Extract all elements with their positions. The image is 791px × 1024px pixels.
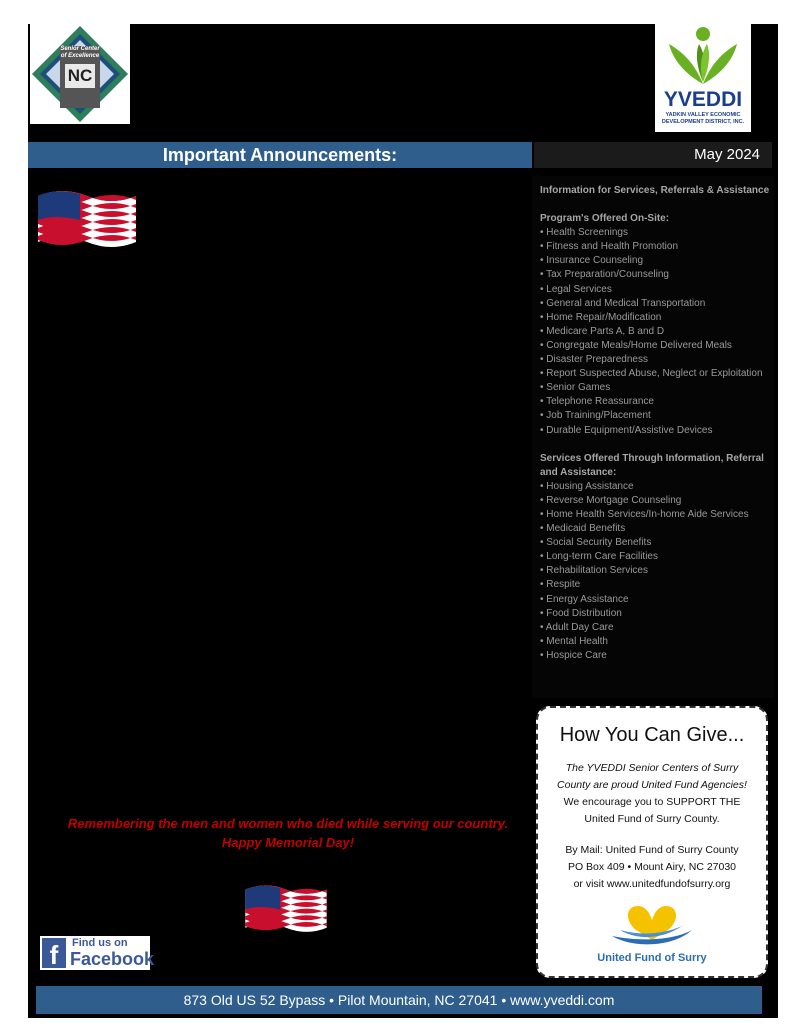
facebook-icon: f: [42, 938, 66, 968]
facebook-find-text: Find us on: [72, 937, 128, 949]
give-title: How You Can Give...: [559, 724, 745, 746]
memorial-message: [58, 814, 518, 852]
footer-address: 873 Old US 52 Bypass • Pilot Mountain, NC 27041 • www.yveddi.com: [36, 986, 762, 1014]
list-item: • Insurance Counseling: [540, 255, 644, 267]
list-item: • Home Health Services/In-home Aide Services: [540, 508, 749, 520]
list-item: • Telephone Reassurance: [540, 396, 654, 408]
yveddi-leaf-icon: [655, 24, 751, 90]
list-item: • Tax Preparation/Counseling: [540, 269, 669, 281]
newsletter-page: [28, 24, 778, 1018]
nc-mark: NC: [67, 66, 93, 85]
list-item: • Adult Day Care: [540, 621, 614, 633]
senior-center-seal-text: Senior Center of Excellence: [60, 46, 100, 59]
facebook-link[interactable]: [40, 936, 155, 970]
list-item: • Senior Games: [540, 382, 611, 394]
list-item: • Legal Services: [540, 283, 612, 295]
mail-line: or visit www.unitedfundofsurry.org: [573, 878, 731, 890]
list-item: • Medicare Parts A, B and D: [540, 325, 665, 337]
list-item: • Housing Assistance: [540, 480, 634, 492]
list-item: • Medicaid Benefits: [540, 523, 626, 535]
announcements-title: Important Announcements:: [28, 142, 532, 168]
yveddi-logo: [655, 24, 751, 132]
yveddi-subtitle: YADKIN VALLEY ECONOMIC DEVELOPMENT DISTRICT, INC.: [661, 112, 745, 125]
list-item: • Food Distribution: [540, 607, 622, 619]
list-item: • Congregate Meals/Home Delivered Meals: [540, 339, 732, 351]
list-item: • Hospice Care: [540, 649, 607, 661]
list-item: • Long-term Care Facilities: [540, 551, 658, 563]
yveddi-name: YVEDDI: [663, 88, 743, 111]
issue-date-bar: [534, 142, 772, 168]
mail-line: PO Box 409 • Mount Airy, NC 27030: [567, 861, 737, 873]
services-column: [532, 176, 774, 698]
issue-date: May 2024: [694, 146, 760, 163]
united-fund-logo-text: United Fund of Surry: [597, 952, 707, 964]
list-item: • Health Screenings: [540, 227, 628, 239]
onsite-heading: Program's Offered On-Site:: [540, 213, 670, 225]
list-item: • Respite: [540, 579, 581, 591]
list-item: • Rehabilitation Services: [540, 565, 648, 577]
how-you-can-give-box: [536, 706, 768, 978]
facebook-name: Facebook: [70, 949, 155, 969]
mail-line: By Mail: United Fund of Surry County: [565, 844, 739, 856]
services-intro: Information for Services, Referrals & Assistance: [540, 185, 770, 196]
memorial-greeting: Happy Memorial Day!: [221, 835, 355, 850]
list-item: • Report Suspected Abuse, Neglect or Exploitation: [540, 368, 763, 380]
list-item: • General and Medical Transportation: [540, 297, 706, 309]
memorial-line: Remembering the men and women who died while serving our country.: [67, 816, 509, 831]
list-item: • Job Training/Placement: [540, 410, 651, 422]
list-item: • Reverse Mortgage Counseling: [540, 494, 682, 506]
list-item: • Disaster Preparedness: [540, 354, 648, 366]
give-support-text: We encourage you to SUPPORT THE United Fund of Surry County.: [563, 796, 741, 825]
us-flag-icon: [242, 880, 330, 934]
us-flag-icon: [34, 186, 140, 248]
give-mail-info: [548, 842, 756, 893]
referral-heading: Services Offered Through Information, Referral and Assistance:: [540, 452, 764, 478]
united-fund-logo-icon: [602, 900, 702, 950]
give-agencies-text: The YVEDDI Senior Centers of Surry County are proud United Fund Agencies!: [557, 762, 747, 791]
list-item: • Home Repair/Modification: [540, 311, 662, 323]
list-item: • Fitness and Health Promotion: [540, 241, 679, 253]
list-item: • Energy Assistance: [540, 593, 629, 605]
list-item: • Social Security Benefits: [540, 537, 652, 549]
list-item: • Durable Equipment/Assistive Devices: [540, 424, 713, 436]
senior-center-logo: [30, 24, 130, 124]
give-paragraph: [548, 760, 756, 828]
list-item: • Mental Health: [540, 635, 608, 647]
